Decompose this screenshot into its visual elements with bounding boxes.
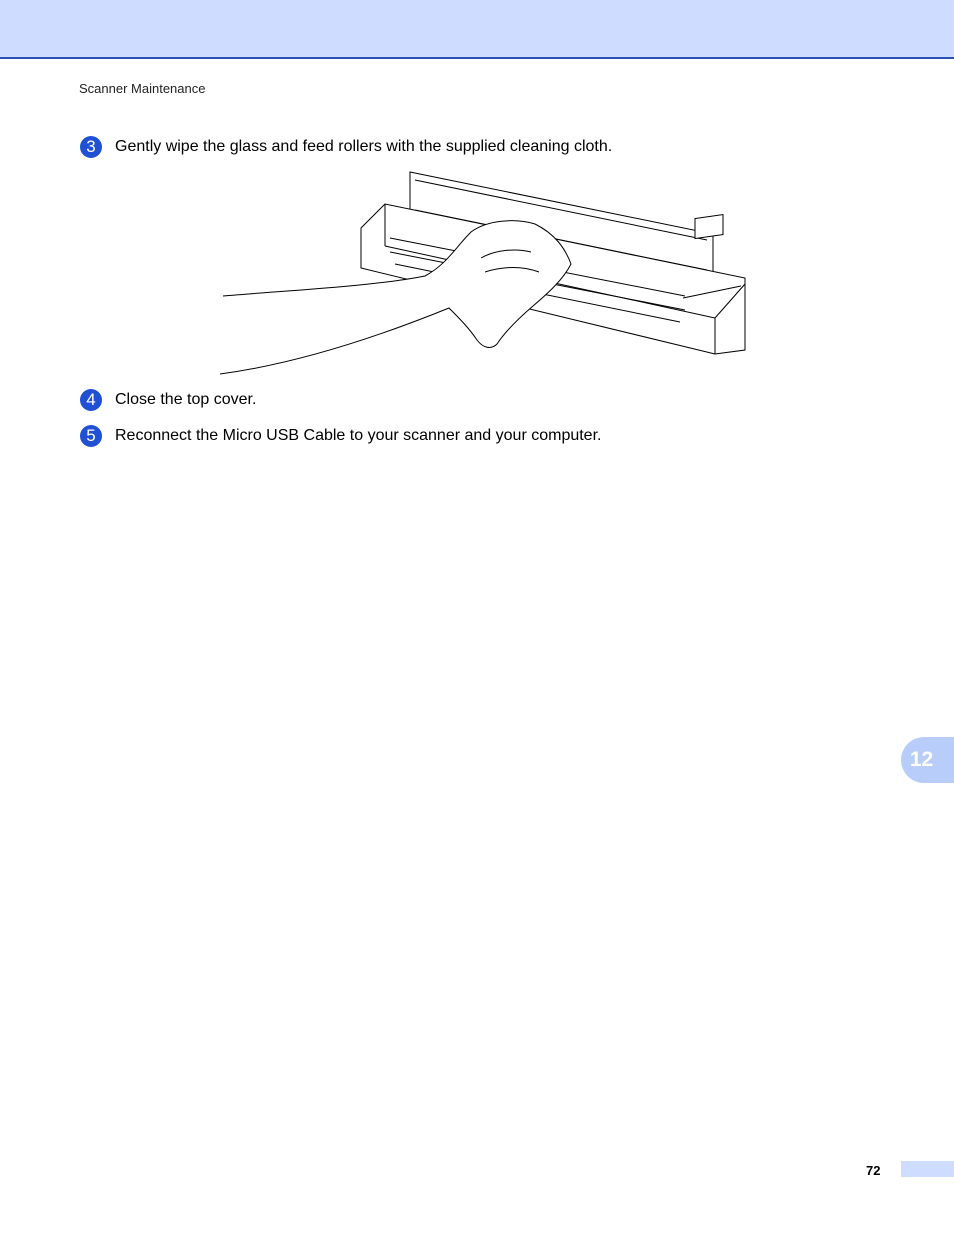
running-head: Scanner Maintenance (79, 81, 206, 96)
step-5 (80, 425, 601, 447)
step-text: Gently wipe the glass and feed rollers with the supplied cleaning cloth. (115, 138, 613, 155)
step-text: Reconnect the Micro USB Cable to your scanner and your computer. (115, 427, 602, 444)
step-3 (80, 136, 612, 158)
step-number-badge: 4 (80, 389, 102, 411)
chapter-tab: 12 (901, 737, 954, 783)
step-number-badge: 3 (80, 136, 102, 158)
page-number-band (901, 1161, 954, 1177)
step-text: Close the top cover. (115, 391, 257, 408)
step-4 (80, 389, 256, 411)
header-band (0, 0, 954, 59)
page-number: 72 (866, 1163, 881, 1178)
scanner-cleaning-illustration (215, 168, 755, 378)
step-number-badge: 5 (80, 425, 102, 447)
